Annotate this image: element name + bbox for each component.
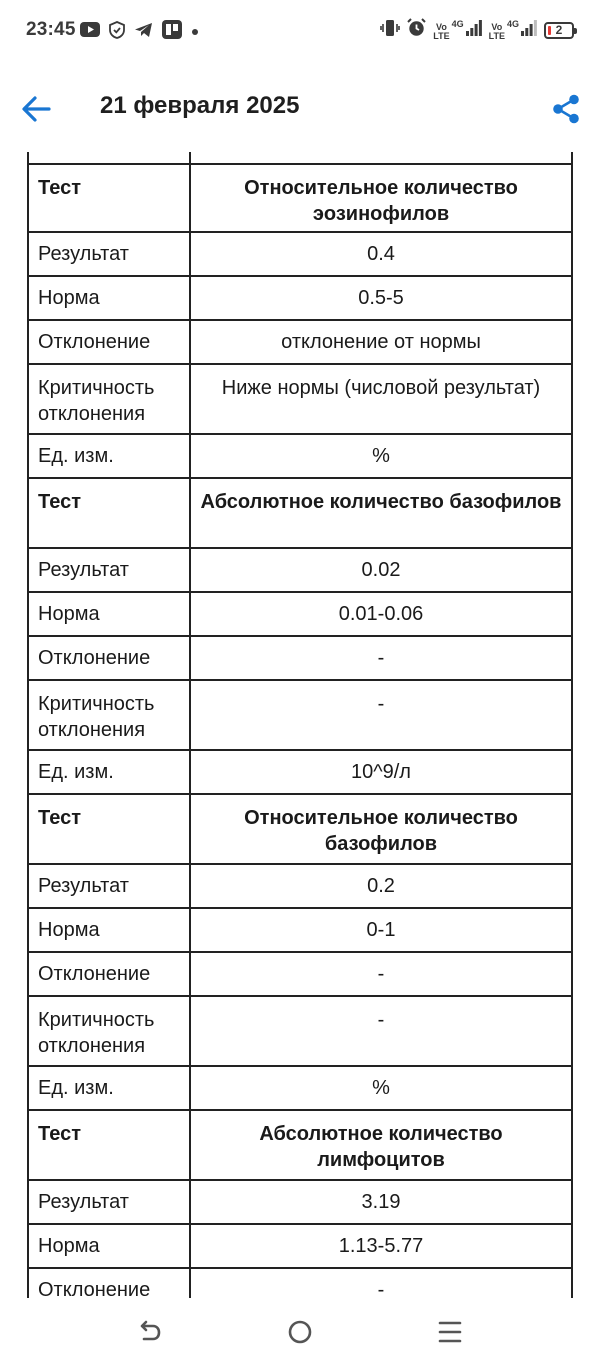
shield-check-icon [109, 21, 125, 44]
row-value: 0-1 [366, 919, 396, 941]
telegram-icon [134, 22, 153, 43]
back-gesture-icon [138, 1320, 162, 1344]
table-row-deviation [27, 953, 573, 997]
row-value: 10^9/л [351, 761, 411, 783]
table-row-unit [27, 435, 573, 479]
battery-icon [544, 22, 574, 39]
row-value: 0.2 [367, 875, 395, 897]
row-label: Результат [29, 1181, 191, 1223]
row-label: Критичность отклонения [29, 365, 191, 433]
row-value: % [372, 445, 390, 467]
row-value: 1.13-5.77 [338, 1235, 424, 1257]
row-value: - [377, 693, 385, 715]
row-label: Тест [29, 479, 191, 547]
signal-icon [521, 20, 537, 41]
table-row-deviation [27, 321, 573, 365]
row-value: Абсолютное количество лимфоцитов [259, 1123, 503, 1171]
row-label: Тест [29, 795, 191, 863]
table-row-criticality [27, 997, 573, 1067]
table-row-result [27, 865, 573, 909]
row-label: Тест [29, 165, 191, 231]
row-label: Норма [29, 1225, 191, 1267]
row-value: 3.19 [361, 1191, 401, 1213]
row-value: 0.4 [367, 243, 395, 265]
app-notification-icon [162, 20, 182, 44]
youtube-icon [80, 22, 100, 42]
row-label: Критичность отклонения [29, 997, 191, 1065]
row-value: % [372, 1077, 390, 1099]
row-label: Критичность отклонения [29, 681, 191, 749]
table-row-norm [27, 1225, 573, 1269]
share-button[interactable] [544, 87, 588, 131]
row-label: Результат [29, 865, 191, 907]
row-label: Отклонение [29, 321, 191, 363]
table-row-criticality [27, 681, 573, 751]
results-table [27, 152, 573, 1298]
row-value: - [377, 1009, 385, 1031]
network-2: Vo LTE 4G [489, 20, 537, 41]
row-value: - [377, 963, 385, 985]
table-row-norm [27, 593, 573, 637]
row-value: 0.5-5 [358, 287, 404, 309]
back-button[interactable] [14, 87, 58, 131]
signal-icon [466, 20, 482, 41]
table-row-norm [27, 909, 573, 953]
row-label: Ед. изм. [29, 1067, 191, 1109]
table-row-result [27, 549, 573, 593]
alarm-icon [407, 18, 426, 42]
row-label: Отклонение [29, 953, 191, 995]
system-nav-bar [0, 1298, 600, 1366]
back-gesture-button[interactable] [128, 1312, 172, 1352]
row-value: - [377, 647, 385, 669]
status-time: 23:45 [26, 19, 76, 40]
row-value: 0.01-0.06 [338, 603, 424, 625]
home-button[interactable] [278, 1312, 322, 1352]
row-value: отклонение от нормы [281, 331, 481, 353]
table-row-norm [27, 277, 573, 321]
table-cut-edge [27, 152, 573, 163]
row-label: Норма [29, 593, 191, 635]
row-label: Норма [29, 277, 191, 319]
menu-lines-icon [438, 1320, 462, 1344]
results-scroll-area[interactable] [0, 152, 600, 1298]
status-bar [0, 0, 600, 62]
home-circle-icon [287, 1319, 313, 1345]
app-bar [0, 62, 600, 152]
row-label: Результат [29, 233, 191, 275]
battery-fill [548, 26, 551, 35]
table-row-deviation [27, 1269, 573, 1298]
table-row-test [27, 795, 573, 865]
table-row-test [27, 163, 573, 233]
row-value: Относительное количество эозинофилов [244, 177, 518, 225]
table-row-unit [27, 751, 573, 795]
row-label: Результат [29, 549, 191, 591]
table-row-test [27, 1111, 573, 1181]
table-row-result [27, 233, 573, 277]
table-row-criticality [27, 365, 573, 435]
table-row-test [27, 479, 573, 549]
row-label: Норма [29, 909, 191, 951]
recent-apps-button[interactable] [428, 1312, 472, 1352]
row-label: Тест [29, 1111, 191, 1179]
row-label: Ед. изм. [29, 751, 191, 793]
system-status-icons [380, 18, 574, 42]
row-label: Отклонение [29, 1269, 191, 1298]
row-label: Ед. изм. [29, 435, 191, 477]
page-title: 21 февраля 2025 [100, 92, 300, 119]
notification-icons [80, 20, 199, 44]
row-label: Отклонение [29, 637, 191, 679]
table-row-deviation [27, 637, 573, 681]
table-row-result [27, 1181, 573, 1225]
share-icon [552, 94, 580, 124]
network-1: Vo LTE 4G [433, 20, 481, 41]
row-value: - [377, 1279, 385, 1298]
arrow-left-icon [21, 95, 51, 123]
table-row-unit [27, 1067, 573, 1111]
dot-icon [191, 23, 199, 41]
row-value: Абсолютное количество базофилов [200, 491, 562, 513]
row-value: Ниже нормы (числовой результат) [221, 377, 541, 399]
row-value: Относительное количество базофилов [244, 807, 518, 855]
row-value: 0.02 [361, 559, 401, 581]
battery-level: 2 [555, 23, 563, 37]
vibrate-icon [380, 19, 400, 42]
